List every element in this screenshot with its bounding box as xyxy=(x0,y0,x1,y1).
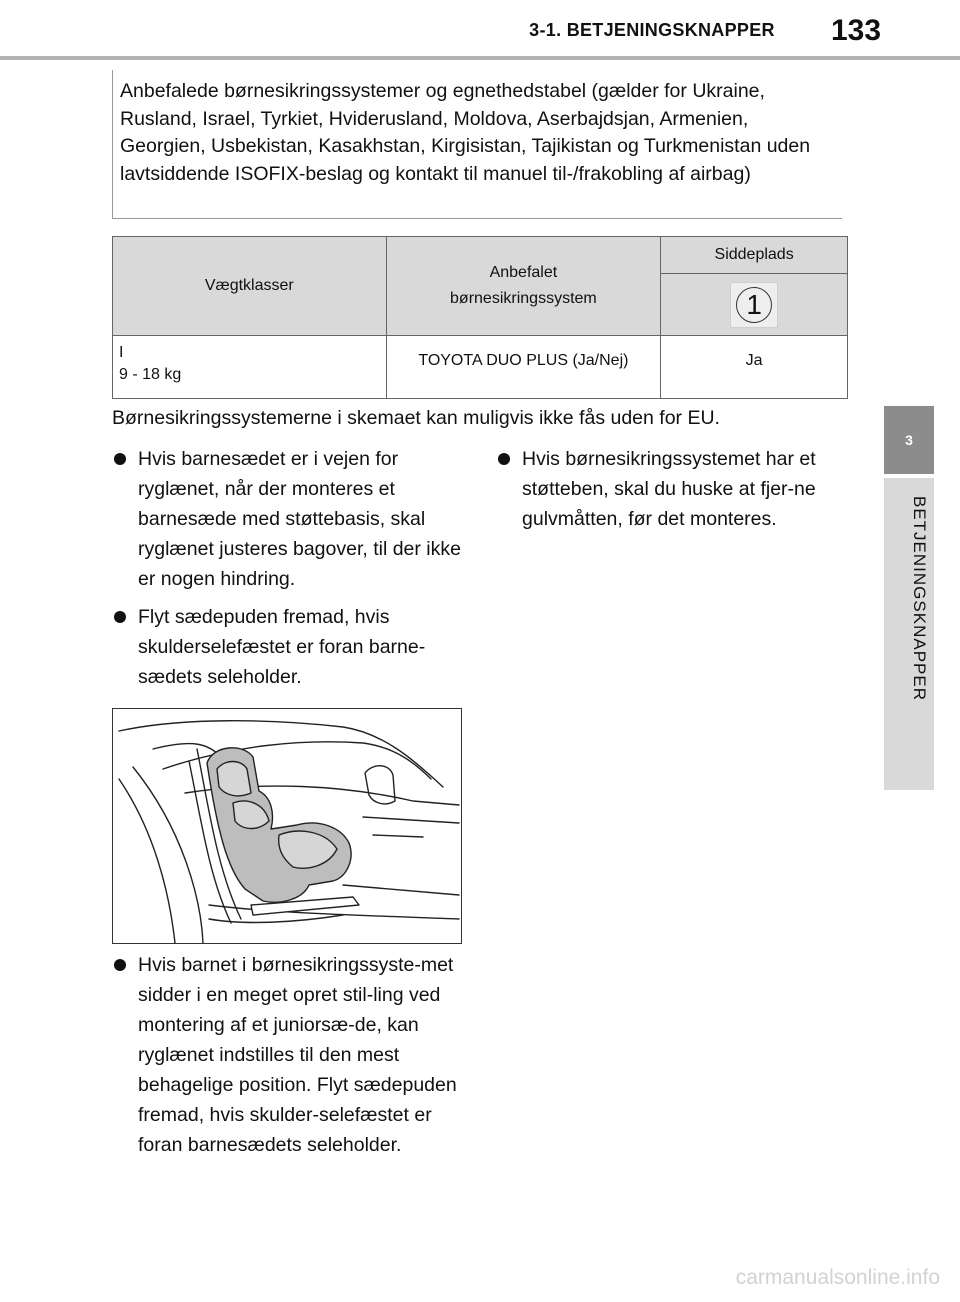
child-seat-drawing xyxy=(113,709,461,943)
bullet-icon xyxy=(114,453,126,465)
list-item xyxy=(112,950,462,1160)
bullet-icon xyxy=(498,453,510,465)
bullet-text: Hvis barnesædet er i vejen for ryglænet, når der monteres et barnesæde med støttebasis, skal ryglænet justeres bagover, til der ikke er nogen hindring. xyxy=(138,448,461,590)
weight-class: I xyxy=(119,344,124,361)
weight-class-cell xyxy=(113,336,387,399)
bullet-text: Hvis børnesikringssystemet har et støtteben, skal du huske at fjer-ne gulvmåtten, før det monteres. xyxy=(522,448,816,530)
page-number: 133 xyxy=(830,14,882,47)
bullet-icon xyxy=(114,611,126,623)
suitability-table xyxy=(112,236,848,399)
weight-range: 9 - 18 kg xyxy=(119,366,182,383)
system-cell: TOYOTA DUO PLUS (Ja/Nej) xyxy=(386,336,661,399)
intro-rule xyxy=(112,218,842,219)
bullet-icon xyxy=(114,959,126,971)
header-seat-position: Siddeplads xyxy=(661,237,848,274)
header-recommended-system xyxy=(386,237,661,336)
bullet-list-left-top xyxy=(112,444,462,692)
list-item xyxy=(112,444,462,594)
header-weight-class: Vægtklasser xyxy=(113,237,387,336)
list-item xyxy=(112,602,462,692)
bullet-list-right xyxy=(496,444,846,534)
header-rule xyxy=(0,56,960,60)
watermark: carmanualsonline.info xyxy=(735,1266,940,1289)
bullet-list-left-bottom xyxy=(112,950,462,1160)
intro-text: Anbefalede børnesikringssystemer og egnethedstabel (gælder for Ukraine, Rusland, Israel, Tyrkiet, Hviderusland, Moldova, Aserbajdsjan, Armenien, Georgien, Usbekistan, Kasakhstan, Kirgisistan, Tajikistan og Turkmenistan uden lavtsiddende ISOFIX-beslag og kontakt til manuel til-/frakobling af airbag) xyxy=(120,80,811,185)
chapter-title: BETJENINGSKNAPPER xyxy=(910,496,929,701)
list-item xyxy=(496,444,846,534)
seat-position-number: 1 xyxy=(736,287,772,323)
section-title: 3-1. BETJENINGSKNAPPER xyxy=(529,20,775,40)
table-row xyxy=(113,336,848,399)
header-system-line2: børnesikringssystem xyxy=(450,290,597,307)
bullet-text: Flyt sædepuden fremad, hvis skulderselefæstet er foran barne-sædets seleholder. xyxy=(138,606,426,688)
bullet-text: Hvis barnet i børnesikringssyste-met sidder i en meget opret stil-ling ved montering af et juniorsæ-de, kan ryglænet indstilles til den mest behagelige position. Flyt sædepuden fremad, hvis skulder-selefæstet er foran barnesædets seleholder. xyxy=(138,954,457,1156)
chapter-number-tab: 3 xyxy=(884,406,934,474)
seat-position-cell xyxy=(661,274,848,336)
child-seat-illustration xyxy=(112,708,462,944)
seat-position-badge xyxy=(730,282,778,328)
availability-note: Børnesikringssystemerne i skemaet kan muligvis ikke fås uden for EU. xyxy=(112,407,720,429)
seat-value-cell: Ja xyxy=(661,336,848,399)
header-system-line1: Anbefalet xyxy=(489,264,558,281)
